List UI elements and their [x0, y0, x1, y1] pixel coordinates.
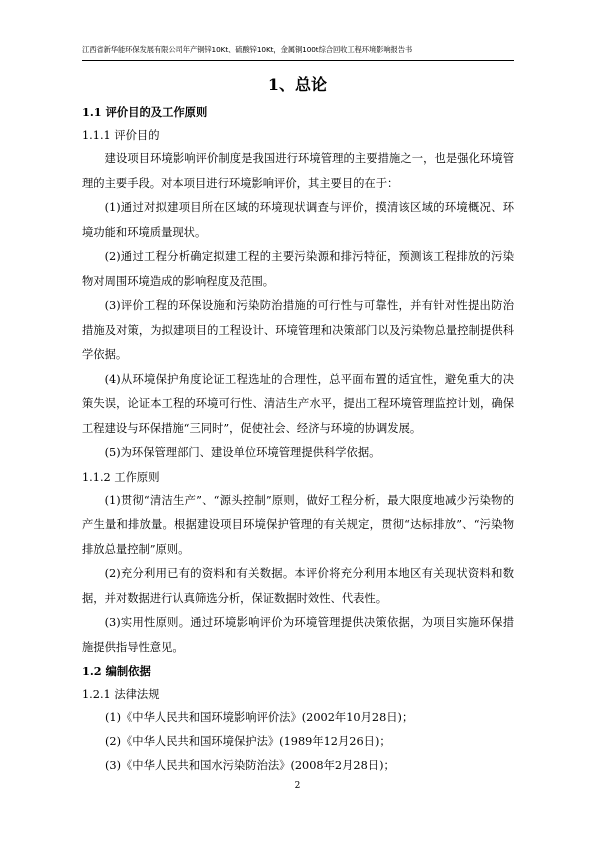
- section-heading-1-2-1: 1.2.1 法律法规: [82, 688, 160, 701]
- paragraph: 建设项目环境影响评价制度是我国进行环境管理的主要措施之一，也是强化环境管理的主要手段。对本项目进行环境影响评价，其主要目的在于：: [82, 152, 514, 190]
- chapter-title: 1、总论: [267, 75, 328, 94]
- paragraph: (5)为环保管理部门、建设单位环境管理提供科学依据。: [104, 446, 381, 459]
- paragraph: (4)从环境保护角度论证工程选址的合理性，总平面布置的适宜性，避免重大的决策失误，论证本工程的环境可行性、清洁生产水平，提出工程环境管理监控计划，确保工程建设与环保措施“三同时”，促使社会、经济与环境的协调发展。: [82, 372, 514, 435]
- page-number: 2: [294, 781, 301, 791]
- section-heading-1-1: 1.1 评价目的及工作原则: [82, 105, 208, 119]
- law-list-item: (3)《中华人民共和国水污染防治法》(2008年2月28日)；: [105, 759, 395, 772]
- paragraph: (3)评价工程的环保设施和污染防治措施的可行性与可靠性，并有针对性提出防治措施及对策，为拟建项目的工程设计、环境管理和决策部门以及污染物总量控制提供科学依据。: [82, 299, 514, 361]
- paragraph: (2)通过工程分析确定拟建工程的主要污染源和排污特征，预测该工程排放的污染物对周围环境造成的影响程度及范围。: [82, 250, 514, 288]
- section-heading-1-1-2: 1.1.2 工作原则: [82, 470, 160, 484]
- paragraph: (2)充分利用已有的资料和有关数据。本评价将充分利用本地区有关现状资料和数据，并对数据进行认真筛选分析，保证数据时效性、代表性。: [82, 567, 514, 605]
- paragraph: (3)实用性原则。通过环境影响评价为环境管理提供决策依据，为项目实施环保措施提供指导性意见。: [82, 616, 514, 654]
- section-heading-1-2: 1.2 编制依据: [82, 664, 151, 678]
- law-list-item: (2)《中华人民共和国环境保护法》(1989年12月26日)；: [105, 735, 391, 748]
- paragraph: (1)通过对拟建项目所在区域的环境现状调查与评价，摸清该区域的环境概况、环境功能和环境质量现状。: [82, 201, 514, 239]
- paragraph: (1)贯彻“清洁生产”、“源头控制”原则，做好工程分析，最大限度地减少污染物的产生量和排放量。根据建设项目环境保护管理的有关规定，贯彻“达标排放”、“污染物排放总量控制”原则。: [82, 493, 514, 556]
- section-heading-1-1-1: 1.1.1 评价目的: [82, 129, 160, 142]
- header-rule: [82, 60, 514, 61]
- law-list-item: (1)《中华人民共和国环境影响评价法》(2002年10月28日)；: [105, 711, 414, 724]
- document-body: [82, 101, 514, 778]
- running-header: 江西省新华能环保发展有限公司年产铜锌10Kt、硫酸锌10Kt，金属铜100t综合回收工程环境影响报告书: [82, 45, 413, 54]
